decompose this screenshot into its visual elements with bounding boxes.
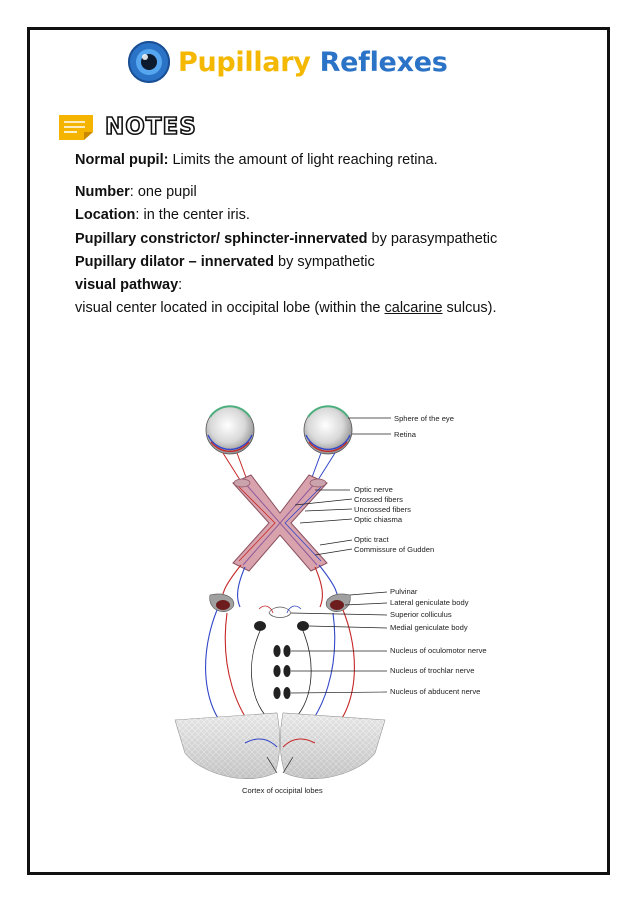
visual-pathway-diagram	[165, 395, 510, 800]
label-occipital-cortex: Cortex of occipital lobes	[242, 786, 323, 795]
pathway-text-before: visual center located in occipital lobe (within the	[75, 300, 385, 316]
constrictor-line	[75, 231, 497, 247]
pathway-text-line	[75, 300, 497, 316]
title-word-reflexes: Reflexes	[319, 46, 448, 78]
constrictor-text: by parasympathetic	[367, 231, 498, 247]
label-lateral-geniculate-body: Lateral geniculate body	[390, 598, 469, 607]
number-text: : one pupil	[129, 184, 197, 200]
label-medial-geniculate-body: Medial geniculate body	[390, 623, 468, 632]
notes-heading	[57, 110, 197, 144]
dilator-line	[75, 254, 375, 270]
label-optic-nerve: Optic nerve	[354, 485, 393, 494]
label-trochlar-nucleus: Nucleus of trochlar nerve	[390, 666, 475, 675]
pathway-heading-line	[75, 277, 182, 293]
pathway-text-after: sulcus).	[442, 300, 497, 316]
left-eye	[206, 406, 254, 454]
right-medial-geniculate-body	[297, 621, 309, 631]
label-abducent-nucleus: Nucleus of abducent nerve	[390, 687, 481, 696]
page-title	[126, 40, 447, 84]
label-superior-colliculus: Superior colliculus	[390, 610, 452, 619]
location-line	[75, 207, 250, 223]
label-optic-tract: Optic tract	[354, 535, 389, 544]
pathway-label: visual pathway	[75, 277, 179, 293]
cranial-nerve-nuclei	[273, 645, 290, 699]
label-oculomotor-nucleus: Nucleus of oculomotor nerve	[390, 646, 487, 655]
left-lateral-geniculate-body	[210, 594, 234, 612]
right-eye	[304, 406, 352, 454]
number-line	[75, 184, 197, 200]
label-retina: Retina	[394, 430, 416, 439]
notes-label: NOTES	[105, 114, 197, 140]
pathway-colon: :	[178, 277, 183, 293]
location-label: Location	[75, 207, 136, 223]
label-pulvinar: Pulvinar	[390, 587, 418, 596]
normal-pupil-label: Normal pupil:	[75, 152, 169, 168]
location-text: : in the center iris.	[135, 207, 250, 223]
dilator-text: by sympathetic	[274, 254, 375, 270]
label-commissure-of-gudden: Commissure of Gudden	[354, 545, 435, 554]
constrictor-label: Pupillary constrictor/ sphincter-innervated	[75, 231, 368, 247]
normal-pupil-text: Limits the amount of light reaching retina.	[168, 152, 438, 168]
label-sphere-of-eye: Sphere of the eye	[394, 414, 454, 423]
right-lateral-geniculate-body	[326, 594, 350, 612]
normal-pupil-line	[75, 152, 438, 168]
occipital-cortex	[175, 713, 385, 779]
calcarine-link-text: calcarine	[384, 300, 443, 316]
label-optic-chiasma: Optic chiasma	[354, 515, 403, 524]
optic-chiasma	[233, 475, 327, 571]
eye-logo-icon	[126, 39, 172, 85]
title-word-pupillary: Pupillary	[178, 46, 311, 78]
dilator-label: Pupillary dilator – innervated	[75, 254, 275, 270]
label-crossed-fibers: Crossed fibers	[354, 495, 403, 504]
superior-colliculus	[259, 606, 301, 617]
left-medial-geniculate-body	[254, 621, 266, 631]
sticky-note-icon	[57, 112, 95, 142]
number-label: Number	[75, 184, 130, 200]
label-uncrossed-fibers: Uncrossed fibers	[354, 505, 411, 514]
